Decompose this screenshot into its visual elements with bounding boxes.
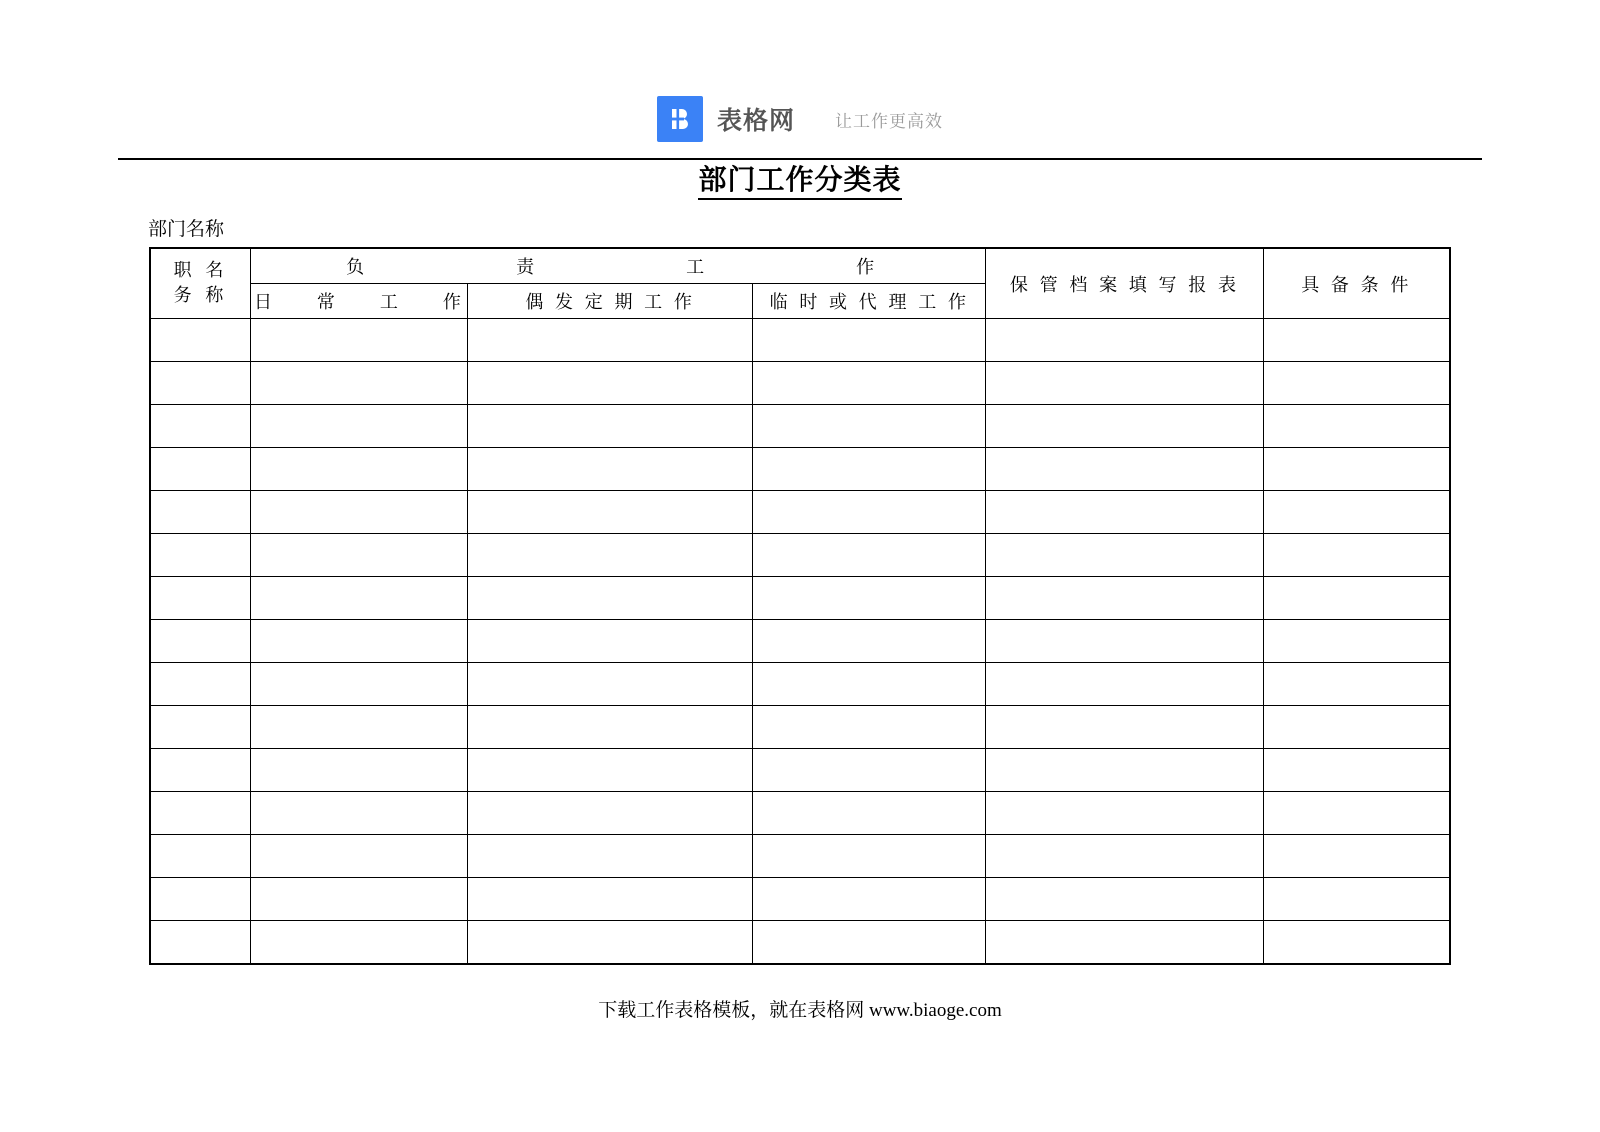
- cell-position-title[interactable]: [150, 534, 250, 577]
- cell-daily-work[interactable]: [250, 620, 467, 663]
- brand-header: [0, 0, 1600, 142]
- cell-occasional-periodic-work[interactable]: [467, 878, 752, 921]
- cell-position-title[interactable]: [150, 835, 250, 878]
- cell-conditions[interactable]: [1263, 491, 1450, 534]
- table-row: [150, 921, 1450, 965]
- table-row: [150, 878, 1450, 921]
- cell-position-title[interactable]: [150, 921, 250, 965]
- cell-conditions[interactable]: [1263, 534, 1450, 577]
- cell-position-title[interactable]: [150, 792, 250, 835]
- cell-conditions[interactable]: [1263, 577, 1450, 620]
- cell-daily-work[interactable]: [250, 491, 467, 534]
- cell-daily-work[interactable]: [250, 835, 467, 878]
- cell-occasional-periodic-work[interactable]: [467, 921, 752, 965]
- cell-temporary-agency-work[interactable]: [753, 405, 986, 448]
- cell-archives-reports[interactable]: [986, 577, 1263, 620]
- table-header-row-1: [150, 248, 1450, 284]
- brand-slogan: 让工作更高效: [835, 111, 943, 132]
- cell-occasional-periodic-work[interactable]: [467, 792, 752, 835]
- department-name-label: 部门名称: [148, 218, 225, 240]
- table-row: [150, 362, 1450, 405]
- cell-position-title[interactable]: [150, 448, 250, 491]
- cell-daily-work[interactable]: [250, 706, 467, 749]
- cell-position-title[interactable]: [150, 319, 250, 362]
- cell-occasional-periodic-work[interactable]: [467, 749, 752, 792]
- cell-temporary-agency-work[interactable]: [753, 706, 986, 749]
- table-row: [150, 620, 1450, 663]
- cell-daily-work[interactable]: [250, 534, 467, 577]
- cell-daily-work[interactable]: [250, 405, 467, 448]
- cell-conditions[interactable]: [1263, 835, 1450, 878]
- page-title-text: 部门工作分类表: [698, 163, 901, 200]
- cell-daily-work[interactable]: [250, 663, 467, 706]
- cell-daily-work[interactable]: [250, 878, 467, 921]
- cell-archives-reports[interactable]: [986, 491, 1263, 534]
- cell-position-title[interactable]: [150, 620, 250, 663]
- cell-position-title[interactable]: [150, 663, 250, 706]
- cell-position-title[interactable]: [150, 362, 250, 405]
- cell-archives-reports[interactable]: [986, 405, 1263, 448]
- cell-conditions[interactable]: [1263, 362, 1450, 405]
- cell-occasional-periodic-work[interactable]: [467, 405, 752, 448]
- cell-temporary-agency-work[interactable]: [753, 577, 986, 620]
- cell-conditions[interactable]: [1263, 620, 1450, 663]
- header-cell-responsible-work: 负 责 工 作: [250, 248, 985, 284]
- cell-archives-reports[interactable]: [986, 534, 1263, 577]
- cell-conditions[interactable]: [1263, 663, 1450, 706]
- cell-daily-work[interactable]: [250, 448, 467, 491]
- cell-occasional-periodic-work[interactable]: [467, 620, 752, 663]
- table-row: [150, 792, 1450, 835]
- cell-occasional-periodic-work[interactable]: [467, 534, 752, 577]
- cell-occasional-periodic-work[interactable]: [467, 706, 752, 749]
- table-row: [150, 491, 1450, 534]
- table-row: [150, 405, 1450, 448]
- cell-conditions[interactable]: [1263, 448, 1450, 491]
- cell-temporary-agency-work[interactable]: [753, 663, 986, 706]
- cell-archives-reports[interactable]: [986, 620, 1263, 663]
- cell-conditions[interactable]: [1263, 921, 1450, 965]
- cell-temporary-agency-work[interactable]: [753, 749, 986, 792]
- page-title: [0, 158, 1600, 198]
- header-cell-temporary-agency-work: 临 时 或 代 理 工 作: [753, 284, 986, 319]
- cell-temporary-agency-work[interactable]: [753, 921, 986, 965]
- cell-conditions[interactable]: [1263, 319, 1450, 362]
- table-row: [150, 577, 1450, 620]
- corner-line-1: 职 名: [173, 260, 228, 282]
- cell-archives-reports[interactable]: [986, 792, 1263, 835]
- header-cell-conditions: 具 备 条 件: [1263, 248, 1450, 319]
- cell-occasional-periodic-work[interactable]: [467, 362, 752, 405]
- cell-occasional-periodic-work[interactable]: [467, 577, 752, 620]
- table-row: [150, 706, 1450, 749]
- cell-position-title[interactable]: [150, 577, 250, 620]
- cell-position-title[interactable]: [150, 749, 250, 792]
- cell-archives-reports[interactable]: [986, 921, 1263, 965]
- cell-conditions[interactable]: [1263, 792, 1450, 835]
- cell-conditions[interactable]: [1263, 878, 1450, 921]
- title-divider: [118, 158, 1482, 160]
- cell-temporary-agency-work[interactable]: [753, 792, 986, 835]
- cell-occasional-periodic-work[interactable]: [467, 448, 752, 491]
- cell-archives-reports[interactable]: [986, 706, 1263, 749]
- cell-daily-work[interactable]: [250, 921, 467, 965]
- cell-temporary-agency-work[interactable]: [753, 448, 986, 491]
- cell-position-title[interactable]: [150, 405, 250, 448]
- cell-position-title[interactable]: [150, 878, 250, 921]
- cell-archives-reports[interactable]: [986, 835, 1263, 878]
- footer-text: 下载工作表格模板，就在表格网 www.biaoge.com: [598, 1000, 1002, 1021]
- cell-temporary-agency-work[interactable]: [753, 835, 986, 878]
- cell-position-title[interactable]: [150, 706, 250, 749]
- cell-archives-reports[interactable]: [986, 319, 1263, 362]
- cell-archives-reports[interactable]: [986, 749, 1263, 792]
- cell-daily-work[interactable]: [250, 362, 467, 405]
- table-row: [150, 534, 1450, 577]
- table-row: [150, 749, 1450, 792]
- header-cell-position-title: [150, 248, 250, 319]
- cell-position-title[interactable]: [150, 491, 250, 534]
- cell-daily-work[interactable]: [250, 792, 467, 835]
- table-row: [150, 663, 1450, 706]
- cell-occasional-periodic-work[interactable]: [467, 835, 752, 878]
- cell-temporary-agency-work[interactable]: [753, 878, 986, 921]
- cell-conditions[interactable]: [1263, 405, 1450, 448]
- work-classification-table: [149, 247, 1451, 965]
- cell-archives-reports[interactable]: [986, 878, 1263, 921]
- cell-archives-reports[interactable]: [986, 663, 1263, 706]
- cell-occasional-periodic-work[interactable]: [467, 663, 752, 706]
- cell-temporary-agency-work[interactable]: [753, 362, 986, 405]
- corner-line-2: 务 称: [173, 284, 228, 306]
- header-cell-archives-reports: 保 管 档 案 填 写 报 表: [986, 248, 1263, 319]
- header-cell-daily-work: 日 常 工 作: [250, 284, 467, 319]
- cell-daily-work[interactable]: [250, 319, 467, 362]
- header-cell-occasional-periodic-work: 偶 发 定 期 工 作: [467, 284, 752, 319]
- table-row: [150, 835, 1450, 878]
- cell-conditions[interactable]: [1263, 749, 1450, 792]
- cell-archives-reports[interactable]: [986, 448, 1263, 491]
- table-row: [150, 319, 1450, 362]
- cell-occasional-periodic-work[interactable]: [467, 319, 752, 362]
- cell-temporary-agency-work[interactable]: [753, 534, 986, 577]
- brand-name: 表格网: [716, 106, 795, 135]
- cell-daily-work[interactable]: [250, 749, 467, 792]
- cell-occasional-periodic-work[interactable]: [467, 491, 752, 534]
- cell-daily-work[interactable]: [250, 577, 467, 620]
- table-row: [150, 448, 1450, 491]
- cell-conditions[interactable]: [1263, 706, 1450, 749]
- cell-temporary-agency-work[interactable]: [753, 491, 986, 534]
- cell-temporary-agency-work[interactable]: [753, 620, 986, 663]
- cell-temporary-agency-work[interactable]: [753, 319, 986, 362]
- cell-archives-reports[interactable]: [986, 362, 1263, 405]
- biaoge-logo-icon: [657, 96, 703, 142]
